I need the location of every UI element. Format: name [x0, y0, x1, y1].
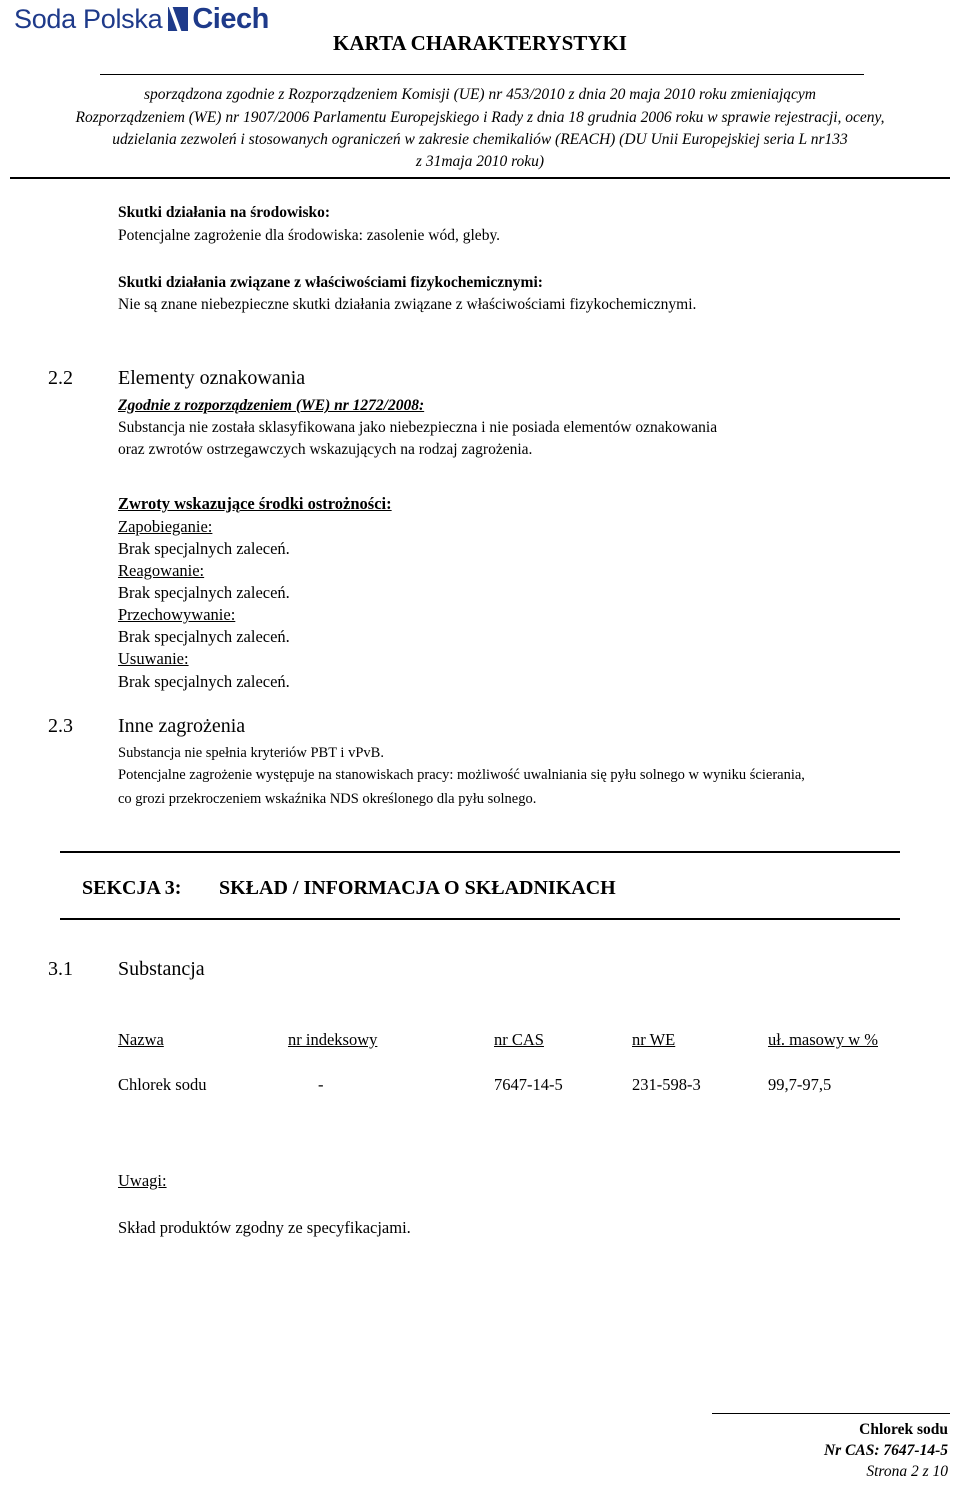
footer-page-number: Strona 2 z 10 — [866, 1463, 948, 1480]
regulation-subtitle-line-3: udzielania zezwoleń i stosowanych ograniczeń w zakresie chemikaliów (REACH) (DU Unii Europejskiej seria L nr133 — [112, 131, 848, 148]
section-3-1-title: Substancja — [118, 958, 205, 980]
precaution-label-storage: Przechowywanie: — [118, 605, 236, 624]
section-2-3-line-1: Substancja nie spełnia kryteriów PBT i vPvB. — [118, 745, 384, 761]
table-cell-we: 231-598-3 — [632, 1075, 701, 1094]
precaution-label-prevention: Zapobieganie: — [118, 517, 213, 536]
section-3-title: SKŁAD / INFORMACJA O SKŁADNIKACH — [219, 877, 616, 899]
section-2-2-regulation: Zgodnie z rozporządzeniem (WE) nr 1272/2008: — [118, 397, 425, 414]
section-3-top-rule — [60, 851, 900, 853]
precaution-label-disposal: Usuwanie: — [118, 649, 189, 668]
company-logo — [14, 4, 269, 34]
table-header-cas: nr CAS — [494, 1030, 544, 1049]
regulation-subtitle-line-1: sporządzona zgodnie z Rozporządzeniem Komisji (UE) nr 453/2010 z dnia 20 maja 2010 roku zmieniającym — [144, 86, 816, 103]
table-header-we: nr WE — [632, 1030, 676, 1049]
document-title: KARTA CHARAKTERYSTYKI — [333, 31, 627, 55]
table-header-name: Nazwa — [118, 1030, 164, 1049]
section-2-3-line-2: Potencjalne zagrożenie występuje na stanowiskach pracy: możliwość uwalniania się pyłu solnego w wyniku ścierania, — [118, 767, 805, 783]
logo-text-left: Soda Polska — [14, 3, 163, 34]
logo-text-right: Ciech — [192, 2, 269, 35]
table-header-index-no: nr indeksowy — [288, 1030, 378, 1049]
notes-label: Uwagi: — [118, 1171, 167, 1190]
precaution-value-storage: Brak specjalnych zaleceń. — [118, 627, 290, 646]
table-cell-mass-fraction: 99,7-97,5 — [768, 1075, 832, 1094]
notes-text: Skład produktów zgodny ze specyfikacjami. — [118, 1218, 411, 1237]
precaution-value-prevention: Brak specjalnych zaleceń. — [118, 539, 290, 558]
section-2-3-number: 2.3 — [48, 715, 73, 737]
footer-product: Chlorek sodu — [859, 1421, 948, 1438]
section-2-2-number: 2.2 — [48, 367, 73, 389]
section-2-2-text-line-2: oraz zwrotów ostrzegawczych wskazujących na rodzaj zagrożenia. — [118, 441, 533, 458]
precaution-label-response: Reagowanie: — [118, 561, 205, 580]
title-rule — [100, 74, 864, 75]
section-2-2-text-line-1: Substancja nie została sklasyfikowana jako niebezpieczna i nie posiada elementów oznakowania — [118, 419, 718, 436]
section-3-label: SEKCJA 3: — [82, 877, 182, 899]
footer-rule — [712, 1413, 950, 1414]
table-cell-cas: 7647-14-5 — [494, 1075, 563, 1094]
header-rule — [10, 177, 950, 179]
precaution-value-response: Brak specjalnych zaleceń. — [118, 583, 290, 602]
physchem-effects-heading: Skutki działania związane z właściwościami fizykochemicznymi: — [118, 274, 543, 291]
footer-cas: Nr CAS: 7647-14-5 — [823, 1442, 948, 1459]
section-3-1-number: 3.1 — [48, 958, 73, 980]
env-effects-heading: Skutki działania na środowisko: — [118, 204, 331, 221]
env-effects-text: Potencjalne zagrożenie dla środowiska: zasolenie wód, gleby. — [118, 227, 501, 244]
table-cell-name: Chlorek sodu — [118, 1075, 207, 1094]
section-2-3-line-3: co grozi przekroczeniem wskaźnika NDS określonego dla pyłu solnego. — [118, 791, 537, 807]
section-3-bottom-rule — [60, 918, 900, 920]
precautions-heading: Zwroty wskazujące środki ostrożności: — [118, 494, 392, 513]
physchem-effects-text: Nie są znane niebezpieczne skutki działania związane z właściwościami fizykochemicznymi. — [118, 296, 697, 313]
regulation-subtitle-line-2: Rozporządzeniem (WE) nr 1907/2006 Parlamentu Europejskiego i Rady z dnia 18 grudnia 2006 roku w sprawie rejestracji, oceny, — [75, 109, 885, 126]
regulation-subtitle-line-4: z 31maja 2010 roku) — [415, 153, 545, 170]
precaution-value-disposal: Brak specjalnych zaleceń. — [118, 672, 290, 691]
table-cell-index-no: - — [318, 1075, 324, 1094]
section-2-2-title: Elementy oznakowania — [118, 367, 306, 389]
section-2-3-title: Inne zagrożenia — [118, 715, 246, 737]
logo-mark-icon — [168, 7, 188, 31]
table-header-mass-fraction: uł. masowy w % — [768, 1030, 878, 1049]
